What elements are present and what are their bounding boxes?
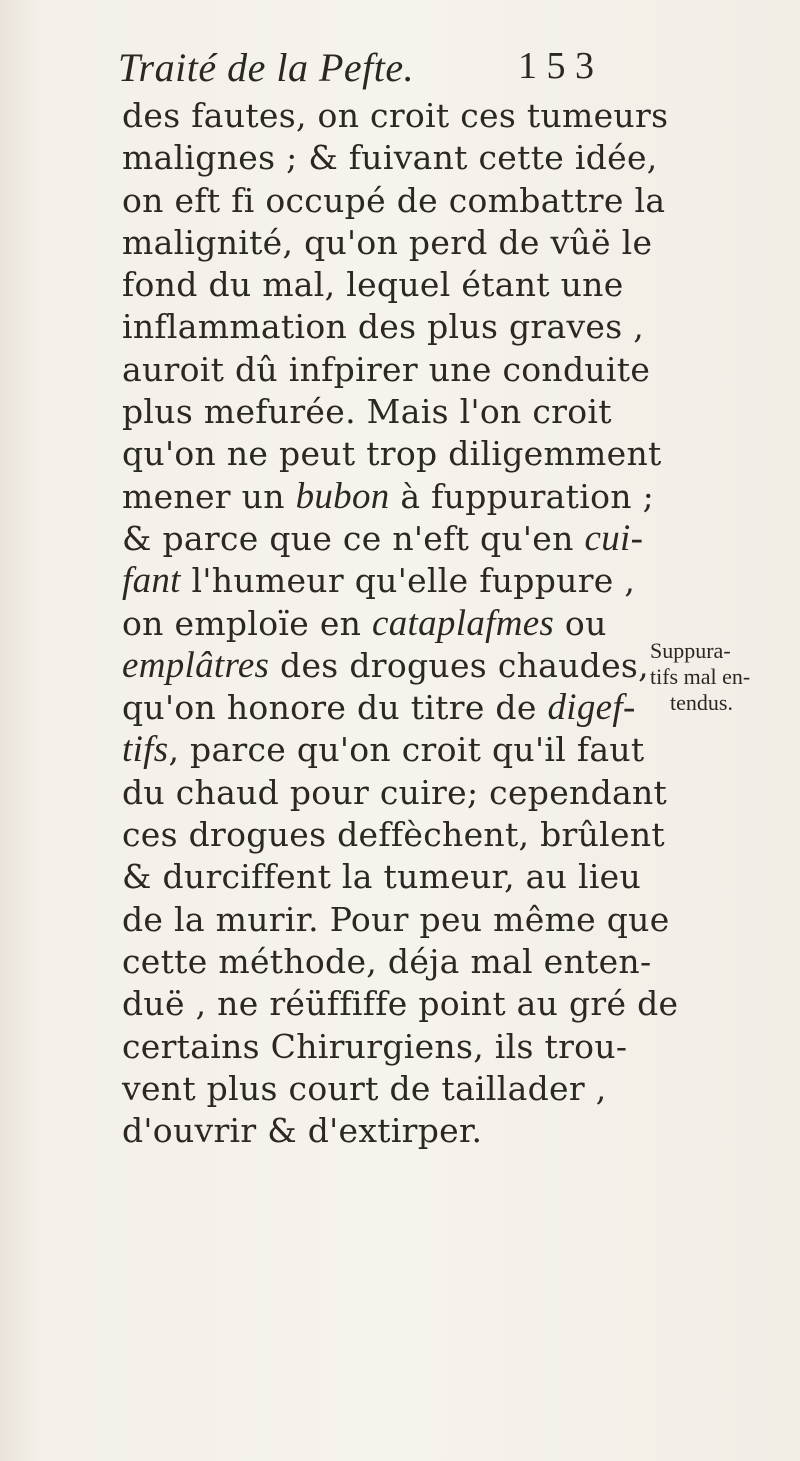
text-line	[122, 433, 662, 475]
text-line	[122, 814, 665, 856]
text-line	[122, 1068, 642, 1110]
text-line	[122, 983, 679, 1025]
page-number: 1 5 3	[518, 45, 594, 87]
text-run: qu'on ne peut trop diligemment	[122, 434, 662, 474]
page-header	[118, 44, 638, 96]
text-run: ou	[554, 603, 607, 643]
text-run: mener un	[122, 476, 296, 516]
text-run: de la murir. Pour peu même que	[122, 899, 670, 939]
text-line	[122, 137, 658, 179]
text-run: d'ouvrir & d'extirper.	[122, 1111, 483, 1151]
text-line	[122, 264, 642, 306]
text-run: & durciffent la tumeur, au lieu	[122, 857, 642, 897]
text-line	[122, 899, 670, 941]
text-line	[122, 518, 642, 560]
italic-term: bubon	[295, 475, 390, 517]
italic-term: tifs	[122, 729, 169, 771]
text-run: malignité, qu'on perd de vûë le	[122, 222, 653, 262]
text-run: on emploïe en	[122, 603, 373, 643]
italic-term: cataplafmes	[372, 602, 555, 644]
text-line	[122, 391, 642, 433]
text-line	[122, 349, 651, 391]
text-run: ces drogues deffèchent, brûlent	[122, 815, 665, 855]
text-line	[122, 1110, 642, 1152]
text-line	[122, 180, 666, 222]
text-run: & parce que ce n'eft qu'en	[122, 518, 585, 558]
text-run: du chaud pour cuire; cependant	[122, 772, 668, 812]
italic-term: fant	[122, 560, 181, 602]
text-run: , parce qu'on croit qu'il faut	[168, 730, 645, 770]
text-run: malignes ; & fuivant cette idée,	[122, 138, 658, 178]
text-run: duë , ne réüffiffe point au gré de	[122, 984, 679, 1024]
text-line	[122, 95, 669, 137]
text-line	[122, 687, 642, 729]
italic-term: digef-	[547, 687, 636, 729]
text-run: cette méthode, déja mal enten-	[122, 941, 652, 981]
text-line	[122, 1026, 642, 1068]
italic-term: cui-	[584, 517, 644, 559]
text-run: plus mefurée. Mais l'on croit	[122, 392, 612, 432]
text-run: qu'on honore du titre de	[122, 688, 548, 728]
text-run: inflammation des plus graves ,	[122, 307, 645, 347]
text-run: à fuppuration ;	[389, 476, 654, 516]
text-run: l'humeur qu'elle fuppure ,	[180, 561, 636, 601]
text-run: vent plus court de taillader ,	[122, 1068, 607, 1108]
text-line	[122, 560, 642, 602]
margin-note-line: tendus.	[670, 690, 733, 715]
italic-term: emplâtres	[122, 644, 270, 686]
text-run: certains Chirurgiens, ils trou-	[122, 1026, 628, 1066]
text-run: des drogues chaudes,	[269, 645, 649, 685]
text-run: des fautes, on croit ces tumeurs	[122, 96, 669, 135]
text-run: auroit dû infpirer une conduite	[122, 349, 651, 389]
text-run: fond du mal, lequel étant une	[122, 265, 624, 305]
running-head: Traité de la Pefte.	[118, 45, 415, 90]
text-line	[122, 603, 642, 645]
text-line	[122, 941, 652, 983]
margin-note	[650, 638, 800, 716]
text-run: on eft fi occupé de combattre la	[122, 180, 666, 220]
margin-note-line: tifs mal en-	[650, 664, 751, 689]
text-line	[122, 644, 649, 687]
text-line	[122, 856, 642, 898]
text-line	[122, 306, 645, 348]
margin-note-line: Suppura-	[650, 638, 731, 663]
text-line	[122, 729, 645, 771]
text-line	[122, 475, 654, 518]
text-line	[122, 772, 668, 814]
body-text	[122, 95, 679, 1152]
text-line	[122, 222, 653, 264]
